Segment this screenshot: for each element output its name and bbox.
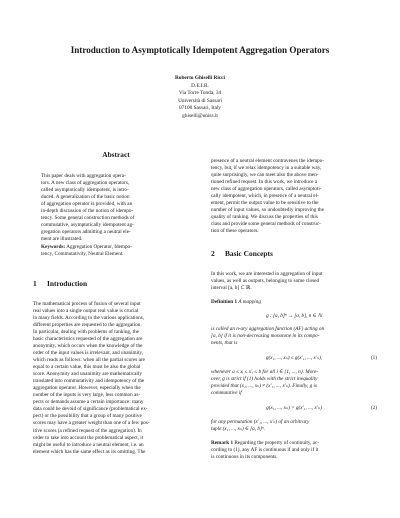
intro-cont-line: presence of a neutral element contravenes the idempo- — [211, 158, 325, 164]
definition-1-intro: A mapping — [238, 298, 261, 305]
intro-line: might be useful to introduce a neutral element, i.e. an — [33, 441, 144, 448]
abstract-line: commutative, asymptotically idempotent ag- — [41, 222, 134, 229]
intro-cont-line: cally idempotent, which, in presence of a neutral el- — [211, 193, 319, 200]
equation-2-number: (2) — [370, 405, 377, 412]
intro-line: anonymity, which occurs when the knowledge of the — [33, 342, 143, 349]
intro-line: which reads as follows: when all the partial scores are — [33, 357, 145, 364]
abstract-line: called asymptotically idempotent, is intro- — [41, 187, 129, 194]
intro-line: equal to a certain value, this must be also the global — [33, 364, 141, 371]
definition-line: provided that (x₁, ..., xₙ) ≠ (x′₁, ..., x′ₙ). Finally, g is — [211, 382, 317, 389]
definition-1-header — [211, 299, 377, 306]
intro-line: scores may have a greater weight than one of a few pos- — [33, 420, 150, 427]
intro-line: itive scores (a refined request of the aggregation). In — [33, 427, 142, 434]
section-2-number: 2 — [211, 248, 215, 258]
intro-line: data could be devoid of significance (problematical ex- — [33, 406, 148, 413]
author-university: Università di Sassari — [178, 97, 222, 104]
abstract-heading: Abstract — [102, 150, 130, 159]
definition-line: [a, b] if it is non-decreasing monotone in its compo- — [211, 332, 320, 339]
intro-line: translated into commutativity and idempotency of the — [33, 378, 145, 385]
intro-line: order to take into account the problematical aspect, it — [33, 434, 144, 441]
remark-line: Regarding the property of continuity, ac- — [234, 440, 319, 447]
abstract-line: gregation operators admitting a neutral ele- — [41, 229, 131, 236]
intro-line: aggregation operator. However, especially when the — [33, 385, 141, 392]
keywords-text-1: Aggregation Operator, Idempo- — [66, 243, 132, 250]
definition-line: commutative if — [211, 390, 242, 397]
equation-2-body: g(x₁, ..., xₙ) = g(x′₁, ..., x′ₙ) — [266, 405, 322, 412]
definition-line: over, g is strict if (1) holds with the strict inequality — [211, 375, 318, 382]
author-affiliation: D.E.I.R. — [191, 82, 209, 89]
intro-line: real values into a single output real value is crucial — [33, 307, 139, 314]
section-1-heading — [33, 280, 199, 287]
concepts-line: values, as well as outputs, belonging to some closed — [211, 277, 320, 284]
intro-cont-line: class and provide some general methods of construc- — [211, 221, 321, 228]
intro-continued — [211, 158, 377, 236]
abstract-line: duced. A generalization of the basic notion — [41, 194, 130, 201]
remark-1-label: Remark 1 — [211, 440, 234, 447]
author-name: Roberto Ghiselli Ricci — [174, 75, 226, 81]
intro-line: element which has the same effect as its omitting. The — [33, 448, 146, 455]
abstract-body — [33, 173, 199, 258]
intro-line: number of the inputs is very large, less common as- — [33, 392, 141, 399]
left-column — [33, 151, 199, 456]
definition-line: nents, that is — [211, 339, 238, 346]
right-column — [211, 158, 377, 461]
abstract-line: tency. Some general construction methods of — [41, 215, 135, 222]
definition-line: is called an n-ary aggregation function (AF) acting on — [211, 325, 325, 332]
abstract-line: tors. A new class of aggregation operators, — [41, 180, 130, 187]
abstract-line: in-depth discussion of the notion of idempo- — [41, 208, 134, 215]
equation-1-number: (1) — [370, 354, 377, 361]
intro-cont-line: tency, but, if we relax idempotency in a suitable way, — [211, 165, 322, 172]
section-2-heading — [211, 250, 377, 257]
section-1-title: Introduction — [47, 278, 88, 288]
intro-cont-line: tioned refined request. In this work, we introduce a — [211, 179, 318, 186]
intro-cont-line: number of input values, so undoubtedly improving the — [211, 207, 324, 214]
intro-line: In particular, dealing with problems of ranking, the — [33, 328, 139, 335]
intro-cont-line: new class of aggregation operators, called asymptoti- — [211, 186, 322, 193]
section-2-title: Basic Concepts — [225, 248, 273, 258]
equation-2 — [211, 402, 377, 414]
paper-title: Introduction to Asymptotically Idempotent Aggregation Operators — [70, 45, 330, 55]
author-email: ghiselli@uniss.it — [182, 112, 218, 119]
remark-line: is continuous in its components. — [211, 454, 278, 461]
definition-line: for any permutation (x′₁, ..., x′ₙ) of an arbitrary — [211, 419, 310, 426]
intro-line: score. Anonymity and unanimity are mathematically — [33, 371, 142, 378]
remark-line: cording to (1), any AF is continuous if and only if it — [211, 447, 319, 454]
definition-line: tuple (x₁, ..., xₙ) ∈ [a, b]ⁿ. — [211, 426, 265, 433]
abstract-line: of aggregation operator is provided, with an — [41, 201, 133, 208]
intro-line: different properties are requested to the aggregation. — [33, 321, 142, 328]
author-block — [100, 75, 300, 121]
basic-concepts-body — [211, 271, 377, 462]
keywords-label: Keywords: — [41, 243, 66, 250]
author-street: Via Torre Tonda, 34 — [178, 90, 222, 97]
intro-line: basic characteristics requested of the aggregation are — [33, 335, 143, 342]
intro-line: in many fields. According to the various applications, — [33, 314, 145, 321]
author-city: 07100 Sassari, Italy — [179, 105, 221, 112]
section-1-number: 1 — [33, 278, 37, 288]
intro-line: pects or demands assume a certain importance: many — [33, 399, 144, 406]
keywords-text-2: tency, Commutativity, Neutral Element. — [41, 250, 124, 257]
concepts-line: In this work, we are interested in aggregation of input — [211, 270, 323, 277]
equation-1-body: g(x₁, ..., xₙ) ≤ g(x′₁, ..., x′ₙ), — [265, 354, 323, 361]
definition-line: whenever a ≤ xᵢ ≤ x′ᵢ ≤ b for all i ∈ {1, ..., n}. More- — [211, 368, 319, 375]
mapping-formula: g : [a, b]ⁿ → [a, b], n ∈ ℕ — [266, 312, 322, 319]
intro-cont-line: tion of these operators. — [211, 228, 259, 235]
definition-1-label: Definition 1 — [211, 298, 238, 305]
introduction-body — [33, 301, 199, 456]
intro-line: The mathematical process of fusion of several input — [33, 300, 141, 307]
intro-cont-line: ement, permit the output value to be sensitive to the — [211, 200, 319, 207]
intro-line: order of the input values is irrelevant, and unanimity, — [33, 349, 144, 356]
concepts-line: interval [a, b] ⊂ ℝ. — [211, 284, 252, 291]
equation-1 — [211, 352, 377, 364]
intro-line: pect) or the possibility that a group of many positive — [33, 413, 142, 420]
abstract-line: This paper deals with aggregation opera- — [41, 173, 126, 180]
keywords — [41, 244, 191, 251]
abstract-line: ment are illustrated. — [41, 236, 83, 243]
intro-cont-line: quality of ranking. We discuss the properties of this — [211, 214, 318, 221]
intro-cont-line: quite surprisingly, we can meet also the above men- — [211, 172, 319, 179]
